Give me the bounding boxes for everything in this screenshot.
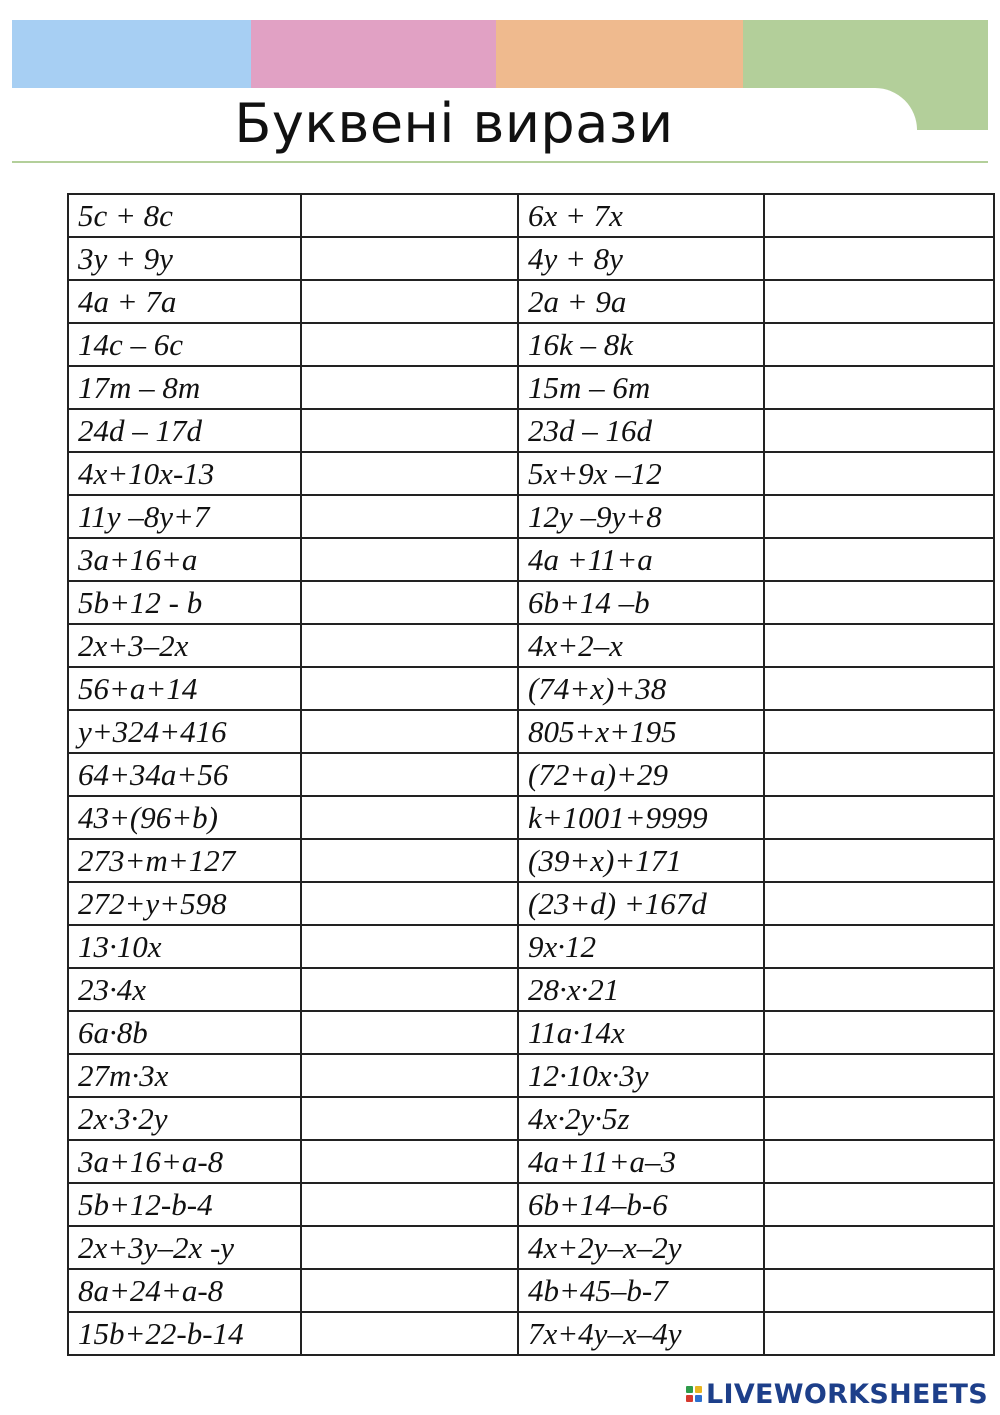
table-row	[68, 280, 994, 323]
table-row	[68, 1269, 994, 1312]
answer-cell-left[interactable]	[301, 1097, 518, 1140]
answer-cell-left[interactable]	[301, 409, 518, 452]
table-row	[68, 1140, 994, 1183]
answer-cell-left[interactable]	[301, 538, 518, 581]
expression-left: 64+34a+56	[68, 753, 301, 796]
expression-left: 24d – 17d	[68, 409, 301, 452]
expression-left: 56+a+14	[68, 667, 301, 710]
answer-cell-right[interactable]	[764, 1011, 994, 1054]
expression-right: 16k – 8k	[518, 323, 764, 366]
table-row	[68, 1312, 994, 1355]
expression-left: 3a+16+a-8	[68, 1140, 301, 1183]
answer-cell-left[interactable]	[301, 1226, 518, 1269]
table-row	[68, 409, 994, 452]
expressions-table-container	[67, 193, 993, 1351]
answer-cell-left[interactable]	[301, 1011, 518, 1054]
answer-cell-right[interactable]	[764, 237, 994, 280]
header-band-blue	[12, 20, 251, 88]
answer-cell-right[interactable]	[764, 495, 994, 538]
table-row	[68, 1183, 994, 1226]
table-row	[68, 194, 994, 237]
answer-cell-right[interactable]	[764, 409, 994, 452]
answer-cell-right[interactable]	[764, 1312, 994, 1355]
table-row	[68, 753, 994, 796]
expression-left: 15b+22-b-14	[68, 1312, 301, 1355]
answer-cell-left[interactable]	[301, 323, 518, 366]
expression-left: 3y + 9y	[68, 237, 301, 280]
answer-cell-right[interactable]	[764, 1269, 994, 1312]
table-row	[68, 1054, 994, 1097]
table-row	[68, 366, 994, 409]
logo-tile	[695, 1386, 702, 1393]
answer-cell-right[interactable]	[764, 194, 994, 237]
expression-left: 273+m+127	[68, 839, 301, 882]
answer-cell-left[interactable]	[301, 1183, 518, 1226]
answer-cell-left[interactable]	[301, 753, 518, 796]
expression-right: 12·10x·3y	[518, 1054, 764, 1097]
expression-left: 11y –8y+7	[68, 495, 301, 538]
expressions-table	[67, 193, 995, 1356]
answer-cell-right[interactable]	[764, 925, 994, 968]
expression-left: 2x+3y–2x -y	[68, 1226, 301, 1269]
answer-cell-left[interactable]	[301, 667, 518, 710]
answer-cell-right[interactable]	[764, 280, 994, 323]
answer-cell-left[interactable]	[301, 366, 518, 409]
answer-cell-left[interactable]	[301, 1312, 518, 1355]
table-row	[68, 495, 994, 538]
expression-right: 4a+11+a–3	[518, 1140, 764, 1183]
expression-left: 3a+16+a	[68, 538, 301, 581]
answer-cell-left[interactable]	[301, 452, 518, 495]
expression-right: (39+x)+171	[518, 839, 764, 882]
expression-left: 6a·8b	[68, 1011, 301, 1054]
table-row	[68, 710, 994, 753]
table-row	[68, 925, 994, 968]
logo-text: LIVEWORKSHEETS	[705, 1378, 988, 1410]
table-row	[68, 1226, 994, 1269]
expression-left: 5b+12-b-4	[68, 1183, 301, 1226]
expression-right: 4x+2–x	[518, 624, 764, 667]
expression-right: 2a + 9a	[518, 280, 764, 323]
expression-right: (74+x)+38	[518, 667, 764, 710]
title-underline	[12, 161, 988, 163]
expression-left: 5c + 8c	[68, 194, 301, 237]
table-row	[68, 1097, 994, 1140]
answer-cell-right[interactable]	[764, 581, 994, 624]
answer-cell-left[interactable]	[301, 710, 518, 753]
expression-left: 14c – 6c	[68, 323, 301, 366]
table-row	[68, 882, 994, 925]
answer-cell-left[interactable]	[301, 968, 518, 1011]
expression-right: 4x·2y·5z	[518, 1097, 764, 1140]
answer-cell-right[interactable]	[764, 882, 994, 925]
expression-right: 15m – 6m	[518, 366, 764, 409]
answer-cell-right[interactable]	[764, 1097, 994, 1140]
liveworksheets-logo	[686, 1379, 988, 1409]
answer-cell-right[interactable]	[764, 538, 994, 581]
expression-right: 11a·14x	[518, 1011, 764, 1054]
expression-left: 8a+24+a-8	[68, 1269, 301, 1312]
answer-cell-right[interactable]	[764, 1140, 994, 1183]
expression-right: 5x+9x –12	[518, 452, 764, 495]
answer-cell-right[interactable]	[764, 839, 994, 882]
answer-cell-left[interactable]	[301, 194, 518, 237]
expressions-table-body	[68, 194, 994, 1355]
answer-cell-right[interactable]	[764, 796, 994, 839]
table-row	[68, 452, 994, 495]
expression-left: 4a + 7a	[68, 280, 301, 323]
expression-right: (23+d) +167d	[518, 882, 764, 925]
expression-left: 4x+10x-13	[68, 452, 301, 495]
expression-right: 6x + 7x	[518, 194, 764, 237]
answer-cell-right[interactable]	[764, 452, 994, 495]
header-band-pink	[251, 20, 496, 88]
expression-left: 2x+3–2x	[68, 624, 301, 667]
answer-cell-right[interactable]	[764, 1183, 994, 1226]
expression-right: 7x+4y–x–4y	[518, 1312, 764, 1355]
logo-tile	[686, 1395, 693, 1402]
expression-left: 13·10x	[68, 925, 301, 968]
expression-right: 6b+14–b-6	[518, 1183, 764, 1226]
table-row	[68, 796, 994, 839]
table-row	[68, 624, 994, 667]
answer-cell-left[interactable]	[301, 581, 518, 624]
expression-left: y+324+416	[68, 710, 301, 753]
logo-tile	[695, 1395, 702, 1402]
expression-right: k+1001+9999	[518, 796, 764, 839]
expression-left: 272+y+598	[68, 882, 301, 925]
table-row	[68, 237, 994, 280]
expression-right: 28·x·21	[518, 968, 764, 1011]
expression-right: (72+a)+29	[518, 753, 764, 796]
logo-tile	[686, 1386, 693, 1393]
answer-cell-left[interactable]	[301, 624, 518, 667]
expression-left: 23·4x	[68, 968, 301, 1011]
table-row	[68, 1011, 994, 1054]
answer-cell-right[interactable]	[764, 366, 994, 409]
answer-cell-right[interactable]	[764, 323, 994, 366]
expression-right: 4y + 8y	[518, 237, 764, 280]
answer-cell-left[interactable]	[301, 1140, 518, 1183]
expression-right: 805+x+195	[518, 710, 764, 753]
answer-cell-left[interactable]	[301, 1054, 518, 1097]
answer-cell-right[interactable]	[764, 1054, 994, 1097]
expression-right: 4b+45–b-7	[518, 1269, 764, 1312]
table-row	[68, 667, 994, 710]
table-row	[68, 581, 994, 624]
answer-cell-left[interactable]	[301, 280, 518, 323]
answer-cell-left[interactable]	[301, 882, 518, 925]
answer-cell-left[interactable]	[301, 925, 518, 968]
table-row	[68, 538, 994, 581]
table-row	[68, 839, 994, 882]
answer-cell-right[interactable]	[764, 968, 994, 1011]
answer-cell-right[interactable]	[764, 710, 994, 753]
answer-cell-right[interactable]	[764, 624, 994, 667]
header-band-orange	[496, 20, 743, 88]
expression-left: 43+(96+b)	[68, 796, 301, 839]
answer-cell-left[interactable]	[301, 1269, 518, 1312]
table-row	[68, 323, 994, 366]
answer-cell-left[interactable]	[301, 839, 518, 882]
expression-left: 17m – 8m	[68, 366, 301, 409]
expression-right: 4x+2y–x–2y	[518, 1226, 764, 1269]
logo-icon	[686, 1386, 702, 1402]
answer-cell-right[interactable]	[764, 753, 994, 796]
expression-left: 27m·3x	[68, 1054, 301, 1097]
expression-right: 12y –9y+8	[518, 495, 764, 538]
page-title: Буквені вирази	[234, 92, 674, 155]
answer-cell-left[interactable]	[301, 237, 518, 280]
answer-cell-right[interactable]	[764, 667, 994, 710]
answer-cell-left[interactable]	[301, 495, 518, 538]
expression-right: 6b+14 –b	[518, 581, 764, 624]
expression-left: 5b+12 - b	[68, 581, 301, 624]
expression-right: 9x·12	[518, 925, 764, 968]
expression-left: 2x·3·2y	[68, 1097, 301, 1140]
answer-cell-left[interactable]	[301, 796, 518, 839]
expression-right: 4a +11+a	[518, 538, 764, 581]
table-row	[68, 968, 994, 1011]
answer-cell-right[interactable]	[764, 1226, 994, 1269]
expression-right: 23d – 16d	[518, 409, 764, 452]
